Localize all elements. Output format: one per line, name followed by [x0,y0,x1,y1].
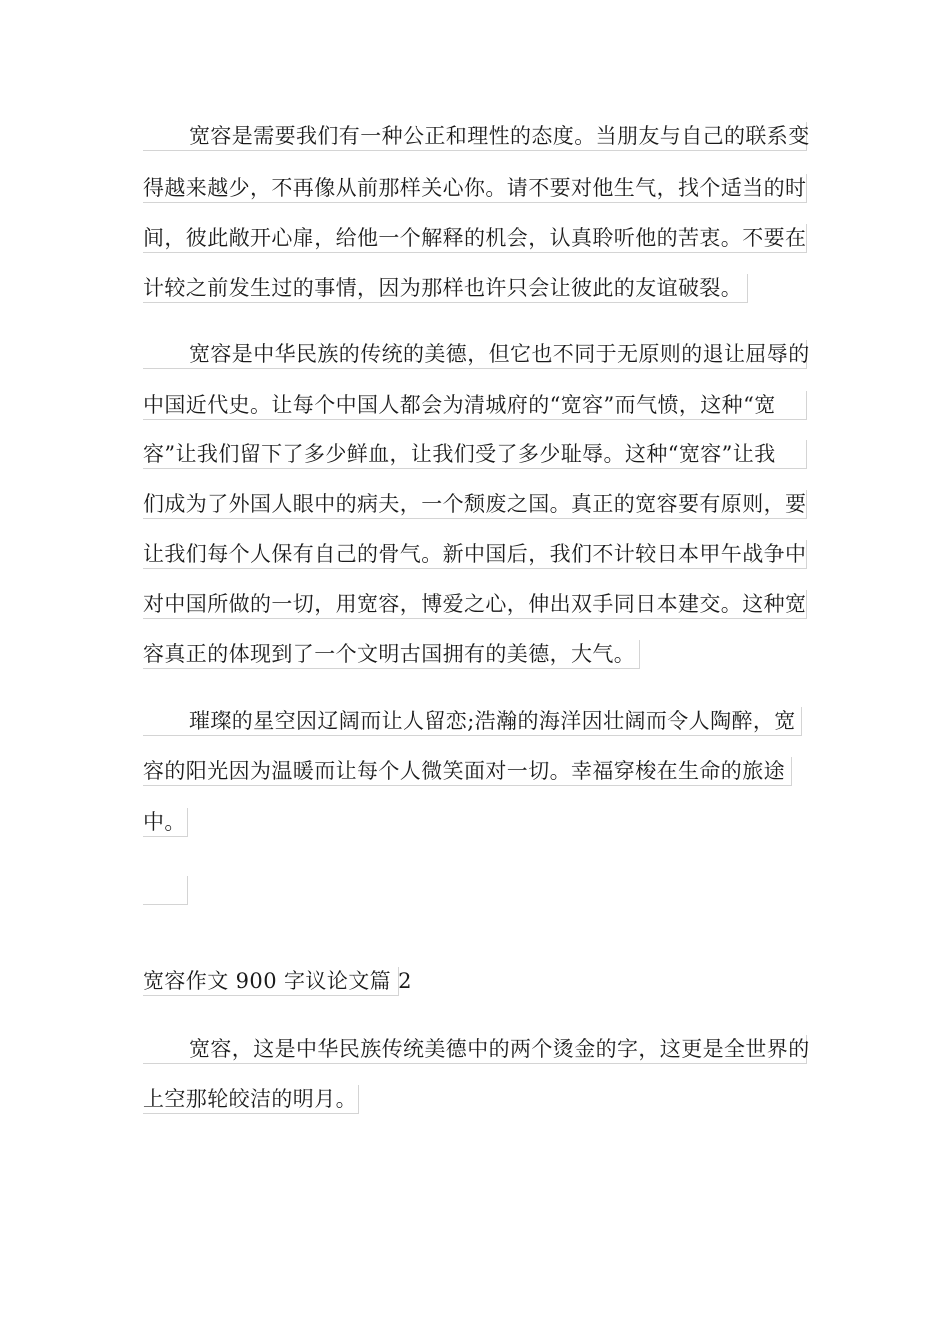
empty-line [143,876,188,905]
paragraph-2-line-3: 容”让我们留下了多少鲜血，让我们受了多少耻辱。这种“宽容”让我 [143,440,807,469]
paragraph-3-line-2: 容的阳光因为温暖而让每个人微笑面对一切。幸福穿梭在生命的旅途 [143,757,792,786]
section-heading: 宽容作文 900 字议论文篇 2 [143,967,399,996]
paragraph-2-line-1: 宽容是中华民族的传统的美德，但它也不同于无原则的退让屈辱的 [143,340,807,369]
paragraph-4-line-1: 宽容，这是中华民族传统美德中的两个烫金的字，这更是全世界的 [143,1035,807,1064]
paragraph-1-line-3: 间，彼此敞开心扉，给他一个解释的机会，认真聆听他的苦衷。不要在 [143,224,807,253]
paragraph-2-line-5: 让我们每个人保有自己的骨气。新中国后，我们不计较日本甲午战争中 [143,540,807,569]
paragraph-3-line-3: 中。 [143,808,188,837]
paragraph-2-line-2: 中国近代史。让每个中国人都会为清城府的“宽容”而气愤，这种“宽 [143,391,807,420]
paragraph-2-line-4: 们成为了外国人眼中的病夫，一个颓废之国。真正的宽容要有原则，要 [143,490,807,519]
paragraph-1-line-4: 计较之前发生过的事情，因为那样也许只会让彼此的友谊破裂。 [143,274,748,303]
paragraph-1-line-2: 得越来越少，不再像从前那样关心你。请不要对他生气，找个适当的时 [143,174,807,203]
paragraph-1-line-1: 宽容是需要我们有一种公正和理性的态度。当朋友与自己的联系变 [143,122,807,151]
paragraph-2-line-7: 容真正的体现到了一个文明古国拥有的美德，大气。 [143,640,640,669]
paragraph-4-line-2: 上空那轮皎洁的明月。 [143,1085,359,1114]
paragraph-3-line-1: 璀璨的星空因辽阔而让人留恋;浩瀚的海洋因壮阔而令人陶醉，宽 [143,707,802,736]
paragraph-2-line-6: 对中国所做的一切，用宽容，博爱之心，伸出双手同日本建交。这种宽 [143,590,807,619]
